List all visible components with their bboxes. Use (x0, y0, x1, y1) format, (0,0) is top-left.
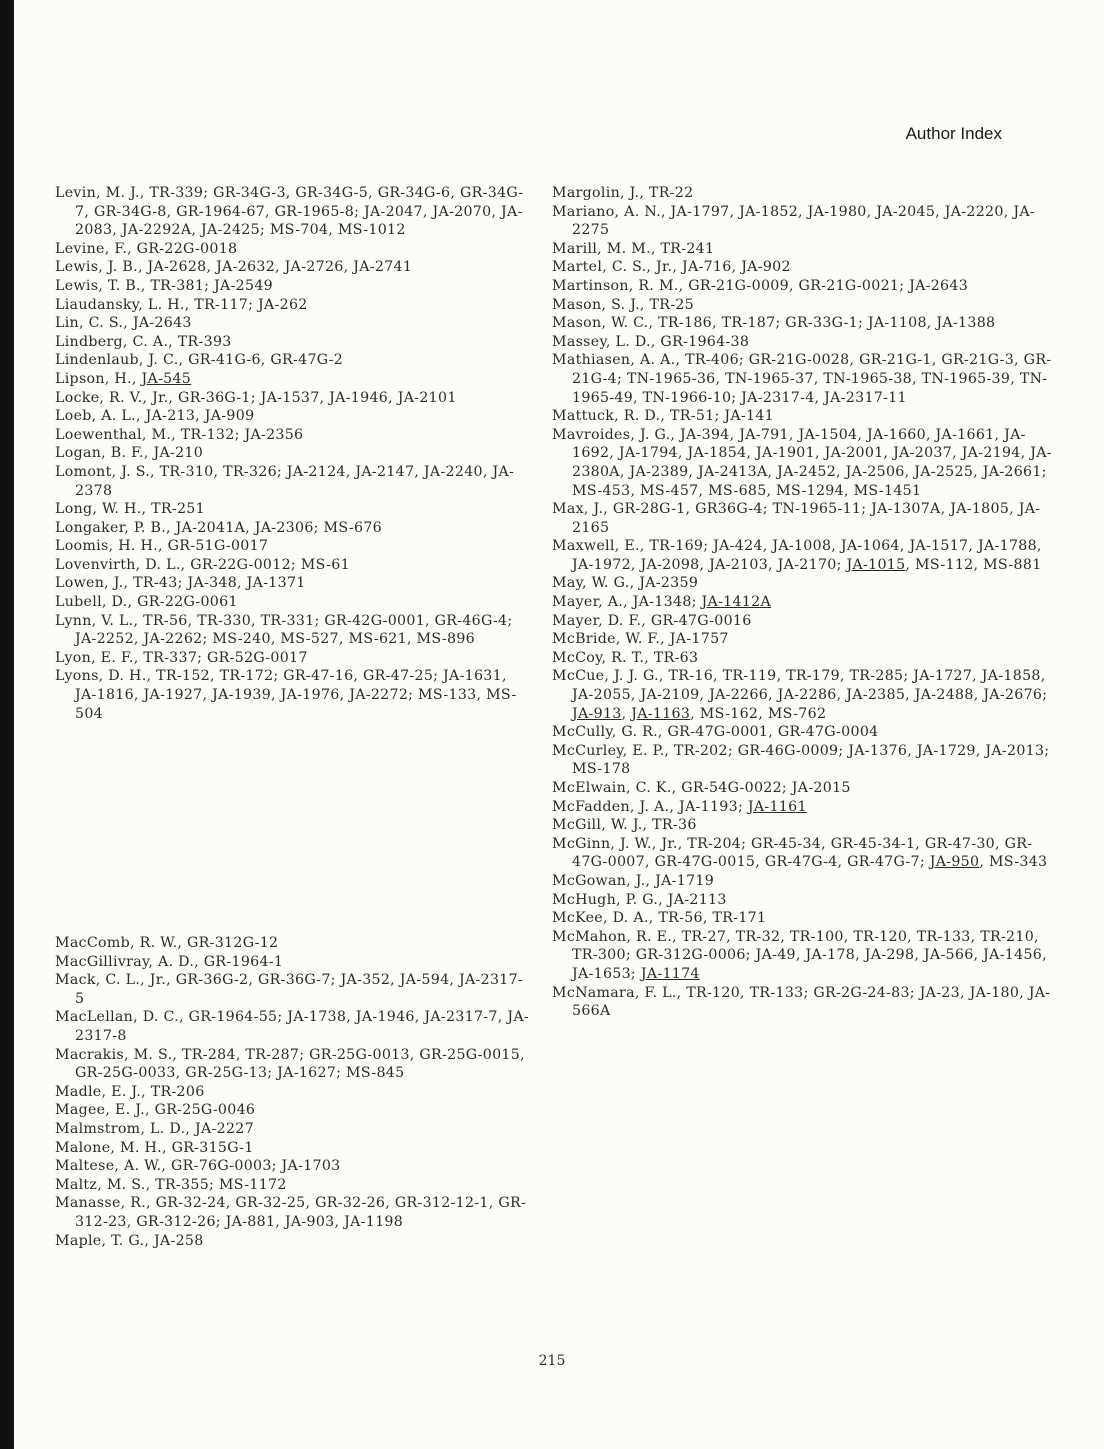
index-entry (55, 500, 525, 519)
entry-text: Lomont, J. S., TR-310, TR-326; JA-2124, JA-2147, JA-2240, JA-2378 (55, 463, 515, 499)
index-entry (55, 667, 525, 723)
index-entry (552, 835, 1052, 872)
index-entry (552, 203, 1052, 240)
entry-text: Loewenthal, M., TR-132; JA-2356 (55, 426, 304, 443)
underlined-reference: JA-545 (141, 370, 192, 387)
index-entry (552, 184, 1052, 203)
index-entry (552, 333, 1052, 352)
index-entry (55, 971, 530, 1008)
index-entry (55, 1232, 530, 1251)
entry-text: , MS-112, MS-881 (905, 556, 1042, 573)
entry-text: Lindenlaub, J. C., GR-41G-6, GR-47G-2 (55, 352, 344, 369)
index-entry (552, 798, 1052, 817)
entry-text: Malone, M. H., GR-315G-1 (55, 1139, 254, 1156)
entry-text: McGill, W. J., TR-36 (552, 817, 697, 834)
index-entry (55, 1176, 530, 1195)
entry-text: , MS-162, MS-762 (690, 705, 827, 722)
index-entry (55, 184, 525, 240)
page-edge-bar (0, 0, 14, 1449)
index-column-left-top (55, 184, 525, 723)
entry-text: Manasse, R., GR-32-24, GR-32-25, GR-32-26, GR-312-12-1, GR-312-23, GR-312-26; JA-881, JA-903, JA-1198 (55, 1195, 527, 1230)
index-entry (55, 426, 525, 445)
index-entry (55, 370, 525, 389)
index-entry (552, 296, 1052, 315)
index-entry (55, 1157, 530, 1176)
index-entry (552, 909, 1052, 928)
index-entry (55, 314, 525, 333)
index-column-right (552, 184, 1052, 1021)
index-entry (552, 872, 1052, 891)
entry-text: , (621, 705, 632, 722)
entry-text: Maltese, A. W., GR-76G-0003; JA-1703 (55, 1158, 341, 1175)
index-entry (55, 519, 525, 538)
index-entry (55, 1194, 530, 1231)
index-entry (55, 351, 525, 370)
index-entry (552, 742, 1052, 779)
entry-text: May, W. G., JA-2359 (552, 575, 699, 592)
index-entry (552, 314, 1052, 333)
index-entry (552, 426, 1052, 500)
entry-text: Locke, R. V., Jr., GR-36G-1; JA-1537, JA-1946, JA-2101 (55, 389, 457, 406)
entry-text: Long, W. H., TR-251 (55, 501, 205, 518)
entry-text: Maple, T. G., JA-258 (55, 1232, 204, 1249)
index-entry (55, 407, 525, 426)
entry-text: Mack, C. L., Jr., GR-36G-2, GR-36G-7; JA-352, JA-594, JA-2317-5 (55, 972, 524, 1007)
entry-text: Massey, L. D., GR-1964-38 (552, 333, 750, 350)
entry-text: Mason, W. C., TR-186, TR-187; GR-33G-1; JA-1108, JA-1388 (552, 315, 996, 332)
entry-text: Lipson, H., (55, 370, 142, 387)
index-entry (55, 1101, 530, 1120)
entry-text: Lindberg, C. A., TR-393 (55, 333, 232, 350)
underlined-reference: JA-950 (929, 854, 980, 871)
index-entry (552, 984, 1052, 1021)
index-entry (55, 333, 525, 352)
entry-text: , MS-343 (979, 854, 1048, 871)
entry-text: Marill, M. M., TR-241 (552, 240, 715, 257)
index-entry (55, 593, 525, 612)
index-entry (552, 891, 1052, 910)
index-entry (55, 1120, 530, 1139)
page-number: 215 (538, 1353, 566, 1369)
index-entry (552, 630, 1052, 649)
entry-text: Maltz, M. S., TR-355; MS-1172 (55, 1176, 287, 1193)
index-entry (552, 779, 1052, 798)
index-entry (55, 296, 525, 315)
entry-text: McNamara, F. L., TR-120, TR-133; GR-2G-24-83; JA-23, JA-180, JA-566A (552, 984, 1051, 1020)
underlined-reference: JA-913 (572, 705, 622, 722)
entry-text: Magee, E. J., GR-25G-0046 (55, 1102, 256, 1119)
entry-text: Levin, M. J., TR-339; GR-34G-3, GR-34G-5, GR-34G-6, GR-34G-7, GR-34G-8, GR-1964-67, GR-1965-8; JA-2047, JA-2070, JA-2083, JA-2292A, JA-2425; MS-704, MS-1012 (55, 185, 524, 239)
index-entry (55, 574, 525, 593)
entry-text: Lubell, D., GR-22G-0061 (55, 594, 238, 611)
entry-text: Loeb, A. L., JA-213, JA-909 (55, 408, 255, 425)
index-entry (552, 649, 1052, 668)
page-header-title: Author Index (905, 124, 1002, 143)
entry-text: MacLellan, D. C., GR-1964-55; JA-1738, JA-1946, JA-2317-7, JA-2317-8 (55, 1009, 529, 1044)
index-entry (55, 612, 525, 649)
index-entry (55, 1046, 530, 1083)
entry-text: McElwain, C. K., GR-54G-0022; JA-2015 (552, 780, 851, 796)
entry-text: Lovenvirth, D. L., GR-22G-0012; MS-61 (55, 556, 350, 573)
index-entry (55, 1083, 530, 1102)
index-entry (55, 1008, 530, 1045)
underlined-reference: JA-1412A (701, 594, 772, 611)
index-entry (552, 258, 1052, 277)
index-entry (55, 444, 525, 463)
entry-text: McMahon, R. E., TR-27, TR-32, TR-100, TR-120, TR-133, TR-210, TR-300; GR-312G-0006; JA-49, JA-178, JA-298, JA-566, JA-1456, JA-1653; (552, 928, 1047, 982)
entry-text: McBride, W. F., JA-1757 (552, 631, 729, 648)
index-entry (55, 649, 525, 668)
entry-text: MacGillivray, A. D., GR-1964-1 (55, 953, 284, 970)
underlined-reference: JA-1163 (631, 705, 691, 722)
entry-text: McCurley, E. P., TR-202; GR-46G-0009; JA-1376, JA-1729, JA-2013; MS-178 (552, 742, 1050, 778)
entry-text: McCue, J. J. G., TR-16, TR-119, TR-179, TR-285; JA-1727, JA-1858, JA-2055, JA-2109, JA-2266, JA-2286, JA-2385, JA-2488, JA-2676; (552, 668, 1048, 704)
index-entry (55, 389, 525, 408)
index-entry (55, 953, 530, 972)
entry-text: Mayer, A., JA-1348; (552, 594, 702, 611)
index-entry (55, 1139, 530, 1158)
entry-text: McGinn, J. W., Jr., TR-204; GR-45-34, GR-45-34-1, GR-47-30, GR-47G-0007, GR-47G-0015, GR-47G-4, GR-47G-7; (552, 835, 1033, 871)
entry-text: Levine, F., GR-22G-0018 (55, 240, 238, 257)
entry-text: Macrakis, M. S., TR-284, TR-287; GR-25G-0013, GR-25G-0015, GR-25G-0033, GR-25G-13; JA-1627; MS-845 (55, 1046, 525, 1082)
index-entry (55, 934, 530, 953)
entry-text: Liaudansky, L. H., TR-117; JA-262 (55, 296, 308, 313)
index-entry (552, 537, 1052, 574)
index-entry (552, 928, 1052, 984)
index-entry (552, 723, 1052, 742)
entry-text: Lyons, D. H., TR-152, TR-172; GR-47-16, GR-47-25; JA-1631, JA-1816, JA-1927, JA-1939, JA-1976, JA-2272; MS-133, MS-504 (55, 668, 517, 722)
entry-text: Loomis, H. H., GR-51G-0017 (55, 538, 269, 555)
entry-text: Mavroides, J. G., JA-394, JA-791, JA-1504, JA-1660, JA-1661, JA-1692, JA-1794, JA-1854, JA-1901, JA-2001, JA-2037, JA-2194, JA-2380A, JA-2389, JA-2413A, JA-2452, JA-2506, JA-2525, JA-2661; MS-453, MS-457, MS-685, MS-1294, MS-1451 (552, 426, 1052, 499)
entry-text: McCoy, R. T., TR-63 (552, 649, 699, 666)
index-entry (552, 351, 1052, 407)
index-entry (552, 667, 1052, 723)
entry-text: Lin, C. S., JA-2643 (55, 315, 192, 332)
entry-text: Maxwell, E., TR-169; JA-424, JA-1008, JA-1064, JA-1517, JA-1788, JA-1972, JA-2098, JA-2103, JA-2170; (552, 538, 1042, 573)
entry-text: Max, J., GR-28G-1, GR36G-4; TN-1965-11; JA-1307A, JA-1805, JA-2165 (552, 501, 1041, 536)
index-entry (552, 816, 1052, 835)
index-entry (55, 537, 525, 556)
index-entry (552, 240, 1052, 259)
entry-text: MacComb, R. W., GR-312G-12 (55, 935, 279, 951)
entry-text: Mariano, A. N., JA-1797, JA-1852, JA-1980, JA-2045, JA-2220, JA-2275 (552, 203, 1035, 239)
entry-text: McFadden, J. A., JA-1193; (552, 798, 748, 815)
entry-text: Logan, B. F., JA-210 (55, 445, 204, 462)
index-entry (552, 593, 1052, 612)
index-entry (55, 556, 525, 575)
entry-text: McKee, D. A., TR-56, TR-171 (552, 910, 767, 927)
entry-text: Lynn, V. L., TR-56, TR-330, TR-331; GR-42G-0001, GR-46G-4; JA-2252, JA-2262; MS-240, MS-527, MS-621, MS-896 (55, 612, 513, 648)
entry-text: Mathiasen, A. A., TR-406; GR-21G-0028, GR-21G-1, GR-21G-3, GR-21G-4; TN-1965-36, TN-1965-37, TN-1965-38, TN-1965-39, TN-1965-49, TN-1966-10; JA-2317-4, JA-2317-11 (552, 352, 1052, 406)
index-entry (55, 463, 525, 500)
underlined-reference: JA-1161 (747, 798, 807, 815)
entry-text: Mayer, D. F., GR-47G-0016 (552, 612, 752, 629)
entry-text: McHugh, P. G., JA-2113 (552, 891, 727, 908)
entry-text: Madle, E. J., TR-206 (55, 1083, 205, 1100)
underlined-reference: JA-1174 (640, 965, 700, 982)
index-entry (552, 407, 1052, 426)
entry-text: Mattuck, R. D., TR-51; JA-141 (552, 408, 774, 425)
index-entry (552, 574, 1052, 593)
entry-text: Martinson, R. M., GR-21G-0009, GR-21G-0021; JA-2643 (552, 277, 969, 294)
index-entry (55, 240, 525, 259)
index-entry (552, 277, 1052, 296)
index-entry (552, 612, 1052, 631)
entry-text: Longaker, P. B., JA-2041A, JA-2306; MS-676 (55, 519, 382, 536)
index-entry (55, 258, 525, 277)
entry-text: Lowen, J., TR-43; JA-348, JA-1371 (55, 575, 306, 592)
underlined-reference: JA-1015 (846, 556, 906, 573)
entry-text: Lewis, T. B., TR-381; JA-2549 (55, 277, 273, 294)
entry-text: Lewis, J. B., JA-2628, JA-2632, JA-2726, JA-2741 (55, 259, 413, 276)
entry-text: Martel, C. S., Jr., JA-716, JA-902 (552, 259, 791, 276)
entry-text: McGowan, J., JA-1719 (552, 872, 715, 889)
index-column-left-bottom (55, 934, 530, 1250)
index-entry (552, 500, 1052, 537)
entry-text: Mason, S. J., TR-25 (552, 296, 695, 313)
entry-text: McCully, G. R., GR-47G-0001, GR-47G-0004 (552, 724, 879, 741)
entry-text: Malmstrom, L. D., JA-2227 (55, 1120, 254, 1137)
entry-text: Margolin, J., TR-22 (552, 185, 694, 201)
entry-text: Lyon, E. F., TR-337; GR-52G-0017 (55, 649, 308, 666)
index-entry (55, 277, 525, 296)
